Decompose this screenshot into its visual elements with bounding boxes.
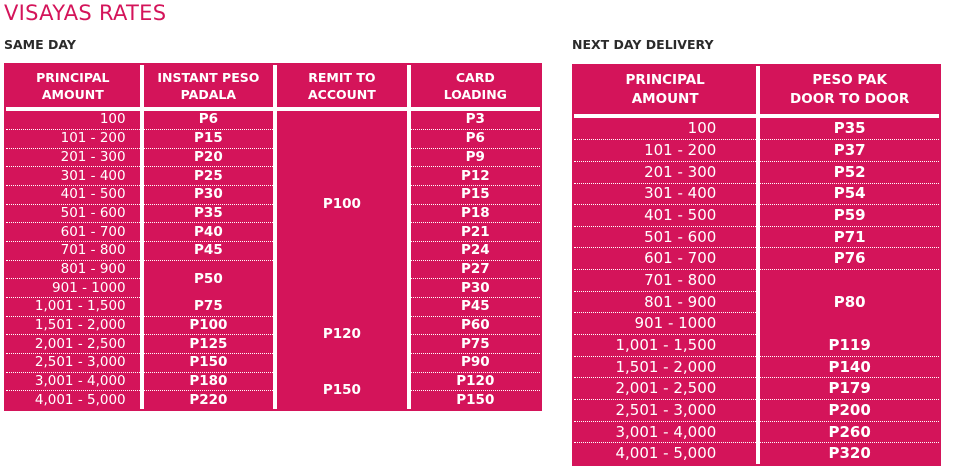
principal-amount: 1,501 - 2,000 xyxy=(574,356,758,378)
instant-rate: P30 xyxy=(142,185,276,204)
table-row xyxy=(6,167,540,186)
remit-rate: P100 xyxy=(275,109,409,297)
instant-rate: P45 xyxy=(142,241,276,260)
principal-amount: 3,001 - 4,000 xyxy=(574,421,758,443)
peso-pak-rate: P37 xyxy=(758,140,939,162)
principal-amount: 301 - 400 xyxy=(6,167,142,186)
principal-amount: 701 - 800 xyxy=(574,270,758,292)
principal-amount: 901 - 1000 xyxy=(6,279,142,298)
principal-amount: 901 - 1000 xyxy=(574,313,758,335)
peso-pak-rate: P140 xyxy=(758,356,939,378)
header-instant-peso-padala: INSTANT PESO PADALA xyxy=(142,65,276,109)
remit-rate: P120 xyxy=(275,297,409,372)
instant-rate: P6 xyxy=(142,109,276,129)
table-row xyxy=(6,372,540,391)
instant-rate: P15 xyxy=(142,129,276,148)
header-principal-amount: PRINCIPAL AMOUNT xyxy=(574,66,758,116)
table-row xyxy=(574,248,939,270)
peso-pak-rate: P179 xyxy=(758,378,939,400)
instant-rate: P75 xyxy=(142,297,276,316)
table-row xyxy=(574,226,939,248)
principal-amount: 2,501 - 3,000 xyxy=(574,400,758,422)
same-day-rates-table xyxy=(4,63,542,411)
principal-amount: 701 - 800 xyxy=(6,241,142,260)
instant-rate: P35 xyxy=(142,204,276,223)
card-rate: P30 xyxy=(409,279,540,298)
peso-pak-rate: P52 xyxy=(758,161,939,183)
card-rate: P15 xyxy=(409,185,540,204)
table-row xyxy=(6,391,540,409)
principal-amount: 2,001 - 2,500 xyxy=(574,378,758,400)
card-rate: P120 xyxy=(409,372,540,391)
table-row xyxy=(574,443,939,464)
table-row xyxy=(574,183,939,205)
principal-amount: 100 xyxy=(6,109,142,129)
table-row xyxy=(574,421,939,443)
table-row xyxy=(6,109,540,129)
instant-rate: P20 xyxy=(142,148,276,167)
table-row xyxy=(6,297,540,316)
table-row xyxy=(574,270,939,292)
principal-amount: 4,001 - 5,000 xyxy=(574,443,758,464)
card-rate: P12 xyxy=(409,167,540,186)
header-principal-amount: PRINCIPAL AMOUNT xyxy=(6,65,142,109)
principal-amount: 301 - 400 xyxy=(574,183,758,205)
principal-amount: 4,001 - 5,000 xyxy=(6,391,142,409)
principal-amount: 801 - 900 xyxy=(574,291,758,313)
peso-pak-rate: P200 xyxy=(758,400,939,422)
principal-amount: 1,501 - 2,000 xyxy=(6,316,142,335)
header-remit-to-account: REMIT TO ACCOUNT xyxy=(275,65,409,109)
table-row xyxy=(6,204,540,223)
table-row xyxy=(6,185,540,204)
next-day-label: NEXT DAY DELIVERY xyxy=(572,37,714,52)
principal-amount: 401 - 500 xyxy=(6,185,142,204)
principal-amount: 501 - 600 xyxy=(574,226,758,248)
table-row xyxy=(574,116,939,140)
card-rate: P6 xyxy=(409,129,540,148)
principal-amount: 201 - 300 xyxy=(6,148,142,167)
peso-pak-rate: P76 xyxy=(758,248,939,270)
principal-amount: 101 - 200 xyxy=(6,129,142,148)
card-rate: P18 xyxy=(409,204,540,223)
instant-rate: P100 xyxy=(142,316,276,335)
table-row xyxy=(6,223,540,242)
card-rate: P9 xyxy=(409,148,540,167)
peso-pak-rate: P59 xyxy=(758,205,939,227)
principal-amount: 100 xyxy=(574,116,758,140)
table-row xyxy=(574,378,939,400)
peso-pak-rate: P35 xyxy=(758,116,939,140)
remit-rate: P150 xyxy=(275,372,409,409)
table-row xyxy=(6,316,540,335)
principal-amount: 201 - 300 xyxy=(574,161,758,183)
instant-rate: P40 xyxy=(142,223,276,242)
card-rate: P45 xyxy=(409,297,540,316)
peso-pak-rate: P54 xyxy=(758,183,939,205)
card-rate: P90 xyxy=(409,353,540,372)
table-row xyxy=(6,353,540,372)
principal-amount: 1,001 - 1,500 xyxy=(6,297,142,316)
instant-rate: P180 xyxy=(142,372,276,391)
principal-amount: 501 - 600 xyxy=(6,204,142,223)
principal-amount: 3,001 - 4,000 xyxy=(6,372,142,391)
peso-pak-rate: P71 xyxy=(758,226,939,248)
peso-pak-rate: P119 xyxy=(758,335,939,357)
card-rate: P60 xyxy=(409,316,540,335)
header-card-loading: CARD LOADING xyxy=(409,65,540,109)
card-rate: P24 xyxy=(409,241,540,260)
table-row xyxy=(6,241,540,260)
peso-pak-rate: P260 xyxy=(758,421,939,443)
table-row xyxy=(574,356,939,378)
table-row xyxy=(6,260,540,279)
instant-rate: P220 xyxy=(142,391,276,409)
instant-rate: P125 xyxy=(142,335,276,354)
principal-amount: 601 - 700 xyxy=(574,248,758,270)
principal-amount: 101 - 200 xyxy=(574,140,758,162)
card-rate: P21 xyxy=(409,223,540,242)
peso-pak-rate: P80 xyxy=(758,270,939,335)
table-row xyxy=(6,129,540,148)
principal-amount: 601 - 700 xyxy=(6,223,142,242)
principal-amount: 401 - 500 xyxy=(574,205,758,227)
table-row xyxy=(6,148,540,167)
card-rate: P75 xyxy=(409,335,540,354)
instant-rate: P50 xyxy=(142,260,276,297)
principal-amount: 1,001 - 1,500 xyxy=(574,335,758,357)
table-row xyxy=(574,161,939,183)
card-rate: P3 xyxy=(409,109,540,129)
instant-rate: P150 xyxy=(142,353,276,372)
table-row xyxy=(574,205,939,227)
principal-amount: 2,001 - 2,500 xyxy=(6,335,142,354)
next-day-rates-table xyxy=(572,64,941,466)
same-day-label: SAME DAY xyxy=(4,37,76,52)
card-rate: P150 xyxy=(409,391,540,409)
header-peso-pak-door-to-door: PESO PAK DOOR TO DOOR xyxy=(758,66,939,116)
table-row xyxy=(574,140,939,162)
card-rate: P27 xyxy=(409,260,540,279)
table-row xyxy=(6,335,540,354)
principal-amount: 801 - 900 xyxy=(6,260,142,279)
instant-rate: P25 xyxy=(142,167,276,186)
table-row xyxy=(574,335,939,357)
table-row xyxy=(574,400,939,422)
page-title: VISAYAS RATES xyxy=(4,1,167,25)
peso-pak-rate: P320 xyxy=(758,443,939,464)
principal-amount: 2,501 - 3,000 xyxy=(6,353,142,372)
